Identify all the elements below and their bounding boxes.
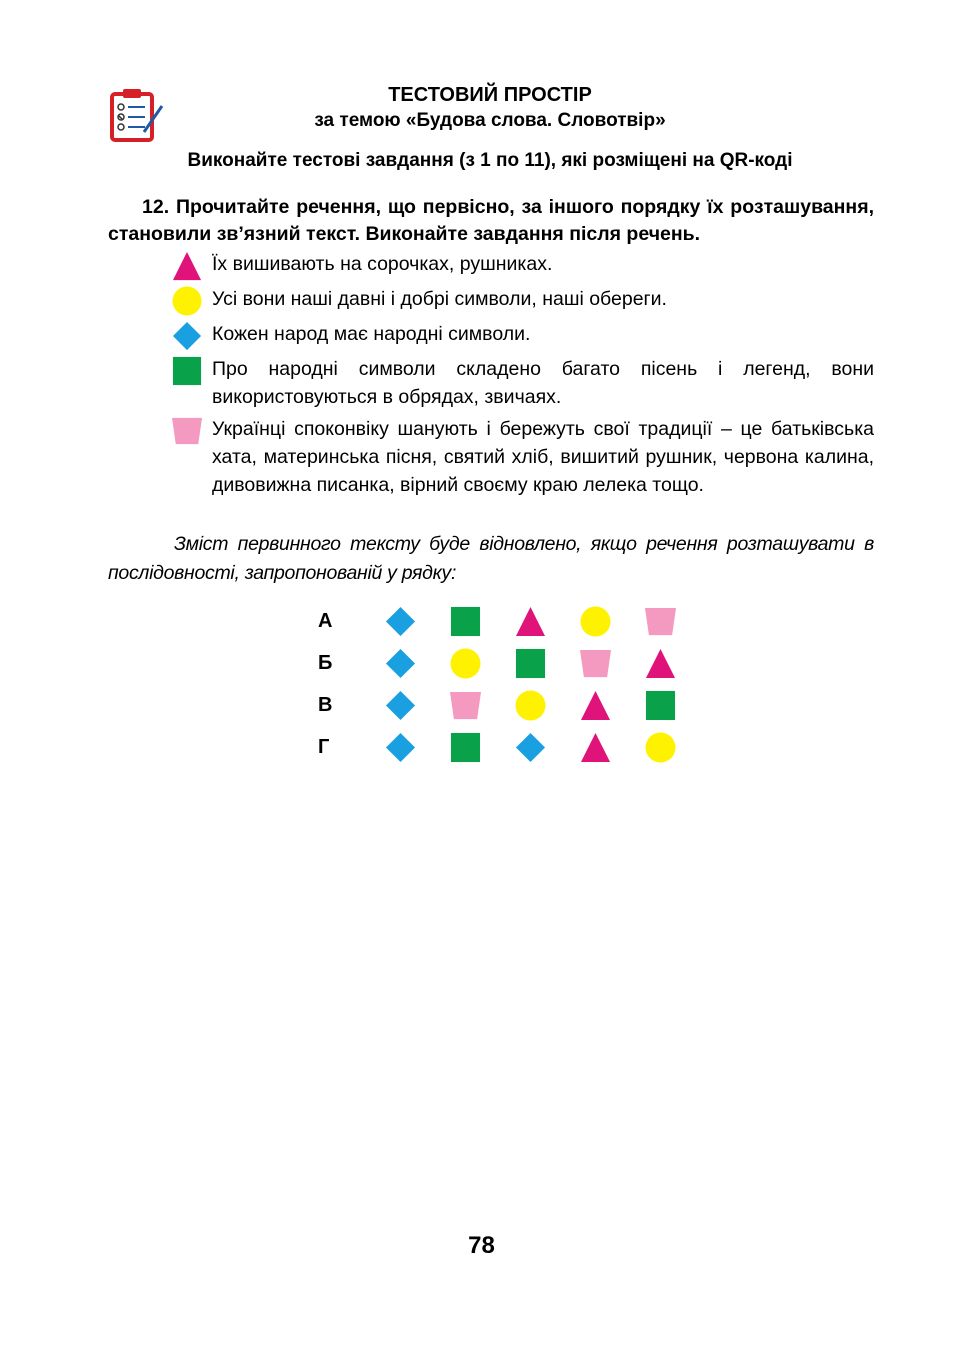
sentence-item <box>172 415 874 499</box>
diamond-icon <box>385 606 416 637</box>
sequence-shape <box>563 648 628 679</box>
diamond-icon <box>385 690 416 721</box>
sequence-shape <box>433 648 498 679</box>
sequence-shape <box>563 606 628 637</box>
sentence-marker <box>172 250 212 281</box>
diamond-icon <box>385 732 416 763</box>
sentence-text: Їх вишивають на сорочках, рушниках. <box>212 253 553 275</box>
diamond-icon <box>385 648 416 679</box>
sentence-item <box>172 320 874 351</box>
sequence-shape <box>368 690 433 721</box>
sentence-list <box>172 250 874 503</box>
square-icon <box>645 690 676 721</box>
sequence-shape <box>628 690 693 721</box>
sentence-marker <box>172 285 212 316</box>
section-subtitle: за темою «Будова слова. Словотвір» <box>314 110 666 131</box>
instruction-note: Зміст первинного тексту буде відновлено, якщо речення розташувати в послідовності, запропонованій у рядку: <box>108 533 874 584</box>
sentence-marker <box>172 355 212 386</box>
square-icon <box>515 648 546 679</box>
diamond-icon <box>172 321 202 351</box>
task-12-text: 12. Прочитайте речення, що первісно, за іншого порядку їх розташування, становили зв’язний текст. Виконайте завдання після речень. <box>108 196 874 245</box>
diamond-icon <box>515 732 546 763</box>
sequence-shape <box>498 732 563 763</box>
triangle-icon <box>645 648 676 679</box>
answer-option-label: А <box>318 609 333 632</box>
sequence-shape <box>563 690 628 721</box>
sequence-shape <box>628 606 693 637</box>
sequence-shape <box>498 690 563 721</box>
sequence-shape <box>498 648 563 679</box>
trapezoid-icon <box>172 416 202 446</box>
sequence-shape <box>498 606 563 637</box>
circle-icon <box>580 606 611 637</box>
answer-option-row[interactable] <box>310 726 693 768</box>
triangle-icon <box>580 732 611 763</box>
trapezoid-icon <box>450 690 481 721</box>
answer-option-label: В <box>318 693 333 716</box>
answer-option-row[interactable] <box>310 684 693 726</box>
sentence-text: Про народні символи складено багато пісень і легенд, вони використовуються в обрядах, звичаях. <box>212 358 874 408</box>
sequence-shape <box>368 606 433 637</box>
answer-option-label: Б <box>318 651 333 674</box>
sentence-item <box>172 285 874 316</box>
sequence-shape <box>628 732 693 763</box>
sequence-shape <box>563 732 628 763</box>
trapezoid-icon <box>645 606 676 637</box>
page-number: 78 <box>468 1232 495 1259</box>
sentence-item <box>172 355 874 411</box>
sentence-text: Українці споконвіку шанують і бережуть свої традиції – це батьківська хата, материнська пісня, святий хліб, вишитий рушник, червона калина, дивовижна писанка, вірний своєму краю лелека тощо. <box>212 418 874 496</box>
sentence-item <box>172 250 874 281</box>
triangle-icon <box>515 606 546 637</box>
sentence-marker <box>172 415 212 446</box>
answer-options <box>310 600 693 768</box>
sequence-shape <box>433 690 498 721</box>
square-icon <box>450 732 481 763</box>
sentence-text: Усі вони наші давні і добрі символи, наші обереги. <box>212 288 667 310</box>
answer-option-label: Г <box>318 735 330 758</box>
square-icon <box>450 606 481 637</box>
qr-instruction: Виконайте тестові завдання (з 1 по 11), які розміщені на QR-коді <box>187 150 793 171</box>
answer-option-row[interactable] <box>310 642 693 684</box>
circle-icon <box>450 648 481 679</box>
circle-icon <box>515 690 546 721</box>
section-title <box>110 82 870 134</box>
circle-icon <box>172 286 202 316</box>
sequence-shape <box>628 648 693 679</box>
section-title-main: ТЕСТОВИЙ ПРОСТІР <box>388 84 592 106</box>
triangle-icon <box>580 690 611 721</box>
sequence-shape <box>433 606 498 637</box>
sequence-shape <box>368 732 433 763</box>
triangle-icon <box>172 251 202 281</box>
circle-icon <box>645 732 676 763</box>
sequence-shape <box>433 732 498 763</box>
trapezoid-icon <box>580 648 611 679</box>
square-icon <box>172 356 202 386</box>
answer-option-row[interactable] <box>310 600 693 642</box>
sentence-text: Кожен народ має народні символи. <box>212 323 531 345</box>
sentence-marker <box>172 320 212 351</box>
sequence-shape <box>368 648 433 679</box>
